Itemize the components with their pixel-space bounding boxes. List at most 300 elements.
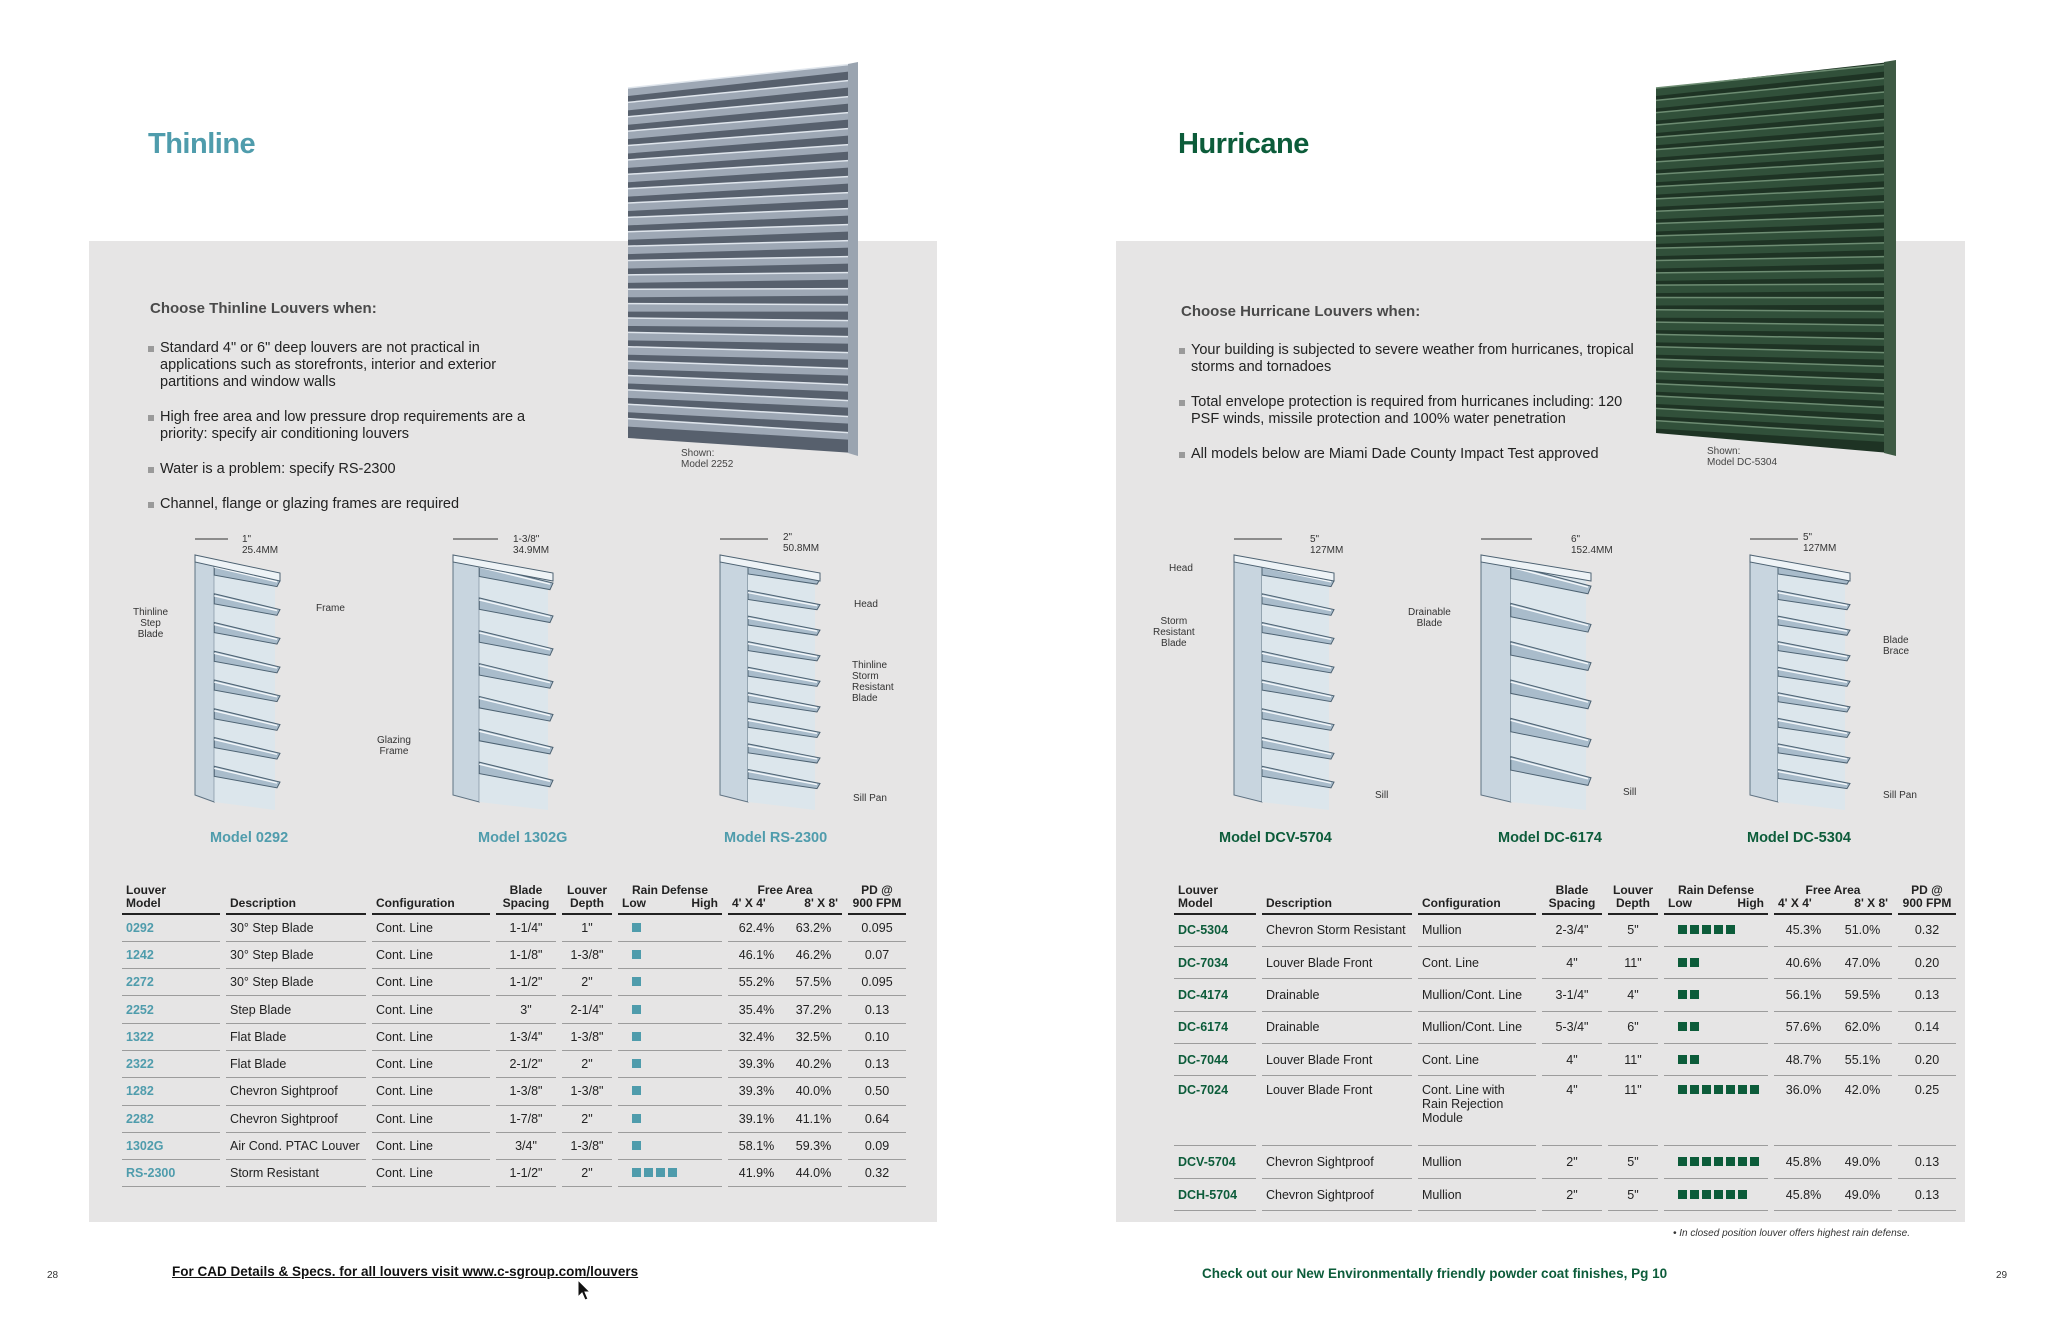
rating-square — [632, 1032, 641, 1041]
description-cell: 30° Step Blade — [226, 914, 366, 941]
powder-coat-note[interactable]: Check out our New Environmentally friendly powder coat finishes, Pg 10 — [1202, 1266, 1668, 1281]
spacing-cell: 1-1/2" — [496, 1160, 556, 1187]
description-cell: Drainable — [1262, 1011, 1412, 1043]
configuration-cell: Cont. Line — [1418, 946, 1536, 978]
fa2-cell: 32.5% — [785, 1023, 842, 1050]
table-row — [1174, 1011, 1956, 1043]
col-pd: PD @ 900 FPM — [848, 884, 906, 914]
page-number: 28 — [47, 1270, 59, 1281]
rain-defense-rating — [618, 996, 722, 1023]
footnote: • In closed position louver offers highest rain defense. — [1673, 1228, 1910, 1239]
depth-cell: 6" — [1608, 1011, 1658, 1043]
description-cell: Chevron Sightproof — [226, 1078, 366, 1105]
fa2-cell: 47.0% — [1833, 946, 1892, 978]
dimension-label: 2" 50.8MM — [783, 532, 820, 554]
depth-cell: 5" — [1608, 914, 1658, 946]
rain-defense-rating — [618, 1023, 722, 1050]
spacing-cell: 2" — [1542, 1178, 1602, 1210]
fa1-cell: 35.4% — [728, 996, 785, 1023]
col-spacing: Blade Spacing — [496, 884, 556, 914]
dimension-label: 1" 25.4MM — [242, 534, 279, 556]
rating-square — [1702, 1085, 1711, 1094]
fa1-cell: 36.0% — [1774, 1076, 1833, 1146]
depth-cell: 11" — [1608, 1076, 1658, 1146]
rating-square — [656, 1168, 665, 1177]
depth-cell: 2" — [562, 969, 612, 996]
col-depth: Louver Depth — [562, 884, 612, 914]
model-label: Model DC-6174 — [1498, 830, 1602, 846]
fa1-cell: 39.1% — [728, 1105, 785, 1132]
fa1-cell: 41.9% — [728, 1160, 785, 1187]
spacing-cell: 5-3/4" — [1542, 1011, 1602, 1043]
fa1-cell: 45.8% — [1774, 1146, 1833, 1178]
shown-caption — [681, 448, 733, 470]
pd-cell: 0.10 — [848, 1023, 906, 1050]
louver-diagram-rs2300 — [710, 535, 835, 810]
spacing-cell: 3" — [496, 996, 556, 1023]
description-cell: Louver Blade Front — [1262, 946, 1412, 978]
rating-square — [1738, 1190, 1747, 1199]
rating-square — [1678, 1190, 1687, 1199]
dimension-label: 5" 127MM — [1310, 534, 1344, 556]
spacing-cell: 2-3/4" — [1542, 914, 1602, 946]
rating-square — [1690, 990, 1699, 999]
depth-cell: 11" — [1608, 1044, 1658, 1076]
configuration-cell: Cont. Line — [372, 941, 490, 968]
depth-cell: 1-3/8" — [562, 1078, 612, 1105]
configuration-cell: Cont. Line with Rain Rejection Module — [1418, 1076, 1536, 1146]
rating-square — [1702, 1157, 1711, 1166]
table-row — [122, 1023, 906, 1050]
rating-square — [1678, 958, 1687, 967]
callout-sill-pan: Sill Pan — [853, 793, 887, 804]
louver-diagram-1302g — [443, 535, 568, 810]
model-number: 1322 — [122, 1023, 220, 1050]
pd-cell: 0.13 — [1898, 1178, 1956, 1210]
callout-glazing-frame: Glazing Frame — [377, 735, 411, 757]
table-row — [1174, 1178, 1956, 1210]
choose-heading: Choose Hurricane Louvers when: — [1181, 303, 1421, 320]
pd-cell: 0.64 — [848, 1105, 906, 1132]
callout-storm-blade: Thinline Storm Resistant Blade — [852, 660, 894, 704]
rain-defense-rating — [1664, 1044, 1768, 1076]
criteria-item: Standard 4" or 6" deep louvers are not practical in applications such as storefronts, interior and exterior partitions and window walls — [148, 340, 548, 391]
configuration-cell: Cont. Line — [372, 1105, 490, 1132]
fa2-cell: 51.0% — [1833, 914, 1892, 946]
col-rain-defense: Rain Defense Low High — [1664, 884, 1768, 914]
spacing-cell: 2-1/2" — [496, 1050, 556, 1077]
model-number: DCV-5704 — [1174, 1146, 1256, 1178]
configuration-cell: Cont. Line — [372, 969, 490, 996]
table-row — [1174, 1146, 1956, 1178]
depth-cell: 2" — [562, 1160, 612, 1187]
rating-square — [632, 1114, 641, 1123]
rain-defense-rating — [618, 1105, 722, 1132]
rating-square — [1714, 1190, 1723, 1199]
fa2-cell: 49.0% — [1833, 1146, 1892, 1178]
table-row — [122, 969, 906, 996]
depth-cell: 2" — [562, 1050, 612, 1077]
pd-cell: 0.13 — [848, 996, 906, 1023]
fa2-cell: 55.1% — [1833, 1044, 1892, 1076]
model-number: RS-2300 — [122, 1160, 220, 1187]
fa1-cell: 39.3% — [728, 1050, 785, 1077]
table-row — [122, 1105, 906, 1132]
description-cell: Flat Blade — [226, 1023, 366, 1050]
depth-cell: 1" — [562, 914, 612, 941]
model-label: Model 0292 — [210, 830, 289, 846]
fa2-cell: 57.5% — [785, 969, 842, 996]
table-row — [122, 1050, 906, 1077]
pd-cell: 0.14 — [1898, 1011, 1956, 1043]
table-row — [122, 941, 906, 968]
callout-step-blade: Thinline Step Blade — [133, 607, 169, 640]
fa2-cell: 62.0% — [1833, 1011, 1892, 1043]
model-number: 2252 — [122, 996, 220, 1023]
fa1-cell: 46.1% — [728, 941, 785, 968]
rating-square — [1714, 1085, 1723, 1094]
spacing-cell: 1-3/4" — [496, 1023, 556, 1050]
fa2-cell: 63.2% — [785, 914, 842, 941]
rating-square — [1678, 1055, 1687, 1064]
rating-square — [1726, 1190, 1735, 1199]
description-cell: 30° Step Blade — [226, 969, 366, 996]
rating-square — [1726, 1157, 1735, 1166]
fa1-cell: 48.7% — [1774, 1044, 1833, 1076]
rating-square — [632, 1168, 641, 1177]
spacing-cell: 3/4" — [496, 1132, 556, 1159]
model-label: Model RS-2300 — [724, 830, 828, 846]
rain-defense-rating — [1664, 1146, 1768, 1178]
model-number: 1242 — [122, 941, 220, 968]
rain-defense-rating — [1664, 1178, 1768, 1210]
rating-square — [1678, 990, 1687, 999]
rating-square — [1702, 925, 1711, 934]
shown-label: Shown: — [1707, 446, 1741, 457]
rain-defense-rating — [618, 1078, 722, 1105]
model-number: 2322 — [122, 1050, 220, 1077]
depth-cell: 1-3/8" — [562, 1132, 612, 1159]
pd-cell: 0.09 — [848, 1132, 906, 1159]
fa1-cell: 39.3% — [728, 1078, 785, 1105]
configuration-cell: Cont. Line — [372, 914, 490, 941]
louver-diagram-dc5304 — [1740, 535, 1865, 810]
fa2-cell: 41.1% — [785, 1105, 842, 1132]
rating-square — [1690, 1157, 1699, 1166]
rain-defense-rating — [618, 1050, 722, 1077]
rating-square — [668, 1168, 677, 1177]
fa1-cell: 45.3% — [1774, 914, 1833, 946]
rating-square — [1690, 1085, 1699, 1094]
fa1-cell: 55.2% — [728, 969, 785, 996]
model-label: Model 1302G — [478, 830, 568, 846]
spec-table-thinline — [122, 884, 906, 1187]
criteria-list — [148, 340, 548, 531]
configuration-cell: Cont. Line — [372, 1023, 490, 1050]
configuration-cell: Cont. Line — [372, 1050, 490, 1077]
rating-square — [632, 1141, 641, 1150]
spacing-cell: 1-1/4" — [496, 914, 556, 941]
rain-defense-rating — [618, 1132, 722, 1159]
pd-cell: 0.20 — [1898, 946, 1956, 978]
model-number: DCH-5704 — [1174, 1178, 1256, 1210]
col-configuration: Configuration — [372, 884, 490, 914]
choose-heading: Choose Thinline Louvers when: — [150, 300, 377, 317]
fa1-cell: 58.1% — [728, 1132, 785, 1159]
rating-square — [632, 1086, 641, 1095]
fa2-cell: 40.0% — [785, 1078, 842, 1105]
callout-sill: Sill — [1375, 790, 1389, 801]
fa1-cell: 57.6% — [1774, 1011, 1833, 1043]
model-number: 2282 — [122, 1105, 220, 1132]
rating-square — [632, 950, 641, 959]
rating-square — [1690, 925, 1699, 934]
configuration-cell: Mullion/Cont. Line — [1418, 979, 1536, 1011]
page-number: 29 — [1996, 1270, 2008, 1281]
section-title: Hurricane — [1178, 128, 1309, 160]
fa2-cell: 46.2% — [785, 941, 842, 968]
criteria-item: Water is a problem: specify RS-2300 — [148, 461, 548, 478]
rating-square — [632, 1005, 641, 1014]
rating-square — [1690, 958, 1699, 967]
fa2-cell: 59.3% — [785, 1132, 842, 1159]
table-row — [122, 1078, 906, 1105]
model-number: 0292 — [122, 914, 220, 941]
fa2-cell: 40.2% — [785, 1050, 842, 1077]
configuration-cell: Mullion — [1418, 1146, 1536, 1178]
rating-square — [1726, 925, 1735, 934]
configuration-cell: Cont. Line — [1418, 1044, 1536, 1076]
model-number: DC-7044 — [1174, 1044, 1256, 1076]
criteria-list — [1179, 342, 1639, 481]
rating-square — [1750, 1085, 1759, 1094]
fa2-cell: 42.0% — [1833, 1076, 1892, 1146]
spacing-cell: 3-1/4" — [1542, 979, 1602, 1011]
rain-defense-rating — [1664, 914, 1768, 946]
rating-square — [1678, 1022, 1687, 1031]
callout-storm-blade: Storm Resistant Blade — [1153, 616, 1195, 649]
rating-square — [1738, 1085, 1747, 1094]
louver-diagram-0292 — [185, 535, 295, 810]
depth-cell: 2" — [562, 1105, 612, 1132]
configuration-cell: Cont. Line — [372, 1132, 490, 1159]
depth-cell: 11" — [1608, 946, 1658, 978]
louver-product-image — [622, 58, 862, 463]
mouse-cursor-icon — [577, 1279, 593, 1303]
description-cell: Louver Blade Front — [1262, 1044, 1412, 1076]
model-number: DC-6174 — [1174, 1011, 1256, 1043]
criteria-item: Total envelope protection is required from hurricanes including: 120 PSF winds, missile protection and 100% water penetration — [1179, 394, 1639, 428]
rating-square — [1690, 1190, 1699, 1199]
spacing-cell: 1-7/8" — [496, 1105, 556, 1132]
shown-label: Shown: — [681, 448, 715, 459]
model-label: Model DCV-5704 — [1219, 830, 1332, 846]
rating-square — [1678, 1157, 1687, 1166]
description-cell: Step Blade — [226, 996, 366, 1023]
model-number: DC-7034 — [1174, 946, 1256, 978]
pd-cell: 0.095 — [848, 914, 906, 941]
rain-defense-rating — [1664, 946, 1768, 978]
rain-defense-rating — [1664, 1076, 1768, 1146]
description-cell: Storm Resistant — [226, 1160, 366, 1187]
callout-head: Head — [854, 599, 878, 610]
section-title: Thinline — [148, 128, 256, 160]
rating-square — [1678, 1085, 1687, 1094]
fa1-cell: 56.1% — [1774, 979, 1833, 1011]
col-pd: PD @ 900 FPM — [1898, 884, 1956, 914]
description-cell: Air Cond. PTAC Louver — [226, 1132, 366, 1159]
table-row — [1174, 979, 1956, 1011]
depth-cell: 1-3/8" — [562, 941, 612, 968]
fa1-cell: 45.8% — [1774, 1178, 1833, 1210]
description-cell: Chevron Sightproof — [226, 1105, 366, 1132]
rating-square — [632, 977, 641, 986]
spacing-cell: 2" — [1542, 1146, 1602, 1178]
pd-cell: 0.095 — [848, 969, 906, 996]
shown-model: Model 2252 — [681, 459, 734, 470]
rain-defense-rating — [1664, 1011, 1768, 1043]
callout-blade-brace: Blade Brace — [1883, 635, 1910, 657]
description-cell: Drainable — [1262, 979, 1412, 1011]
fa2-cell: 59.5% — [1833, 979, 1892, 1011]
model-number: 2272 — [122, 969, 220, 996]
pd-cell: 0.13 — [848, 1050, 906, 1077]
col-model: Louver Model — [1174, 884, 1256, 914]
model-number: DC-7024 — [1174, 1076, 1256, 1146]
rating-square — [1678, 925, 1687, 934]
table-row — [122, 1132, 906, 1159]
pd-cell: 0.13 — [1898, 1146, 1956, 1178]
model-number: 1282 — [122, 1078, 220, 1105]
pd-cell: 0.32 — [1898, 914, 1956, 946]
fa2-cell: 44.0% — [785, 1160, 842, 1187]
criteria-item: Channel, flange or glazing frames are required — [148, 496, 548, 513]
table-row — [1174, 1076, 1956, 1146]
rating-square — [632, 1059, 641, 1068]
table-row — [1174, 914, 1956, 946]
fa1-cell: 40.6% — [1774, 946, 1833, 978]
rating-square — [1690, 1022, 1699, 1031]
description-cell: Louver Blade Front — [1262, 1076, 1412, 1146]
configuration-cell: Cont. Line — [372, 1078, 490, 1105]
configuration-cell: Mullion — [1418, 914, 1536, 946]
pd-cell: 0.50 — [848, 1078, 906, 1105]
spacing-cell: 1-1/8" — [496, 941, 556, 968]
depth-cell: 1-3/8" — [562, 1023, 612, 1050]
rating-square — [644, 1168, 653, 1177]
depth-cell: 5" — [1608, 1146, 1658, 1178]
depth-cell: 2-1/4" — [562, 996, 612, 1023]
col-free-area: Free Area 4' X 4' 8' X 8' — [1774, 884, 1892, 914]
rain-defense-rating — [618, 1160, 722, 1187]
fa1-cell: 62.4% — [728, 914, 785, 941]
rain-defense-rating — [618, 914, 722, 941]
col-model: Louver Model — [122, 884, 220, 914]
depth-cell: 4" — [1608, 979, 1658, 1011]
callout-sill: Sill — [1623, 787, 1637, 798]
col-spacing: Blade Spacing — [1542, 884, 1602, 914]
rating-square — [1738, 1157, 1747, 1166]
louver-diagram-dcv5704 — [1224, 535, 1349, 810]
col-rain-defense: Rain Defense Low High — [618, 884, 722, 914]
table-row — [1174, 946, 1956, 978]
depth-cell: 5" — [1608, 1178, 1658, 1210]
rating-square — [1750, 1157, 1759, 1166]
criteria-item: High free area and low pressure drop requirements are a priority: specify air conditioning louvers — [148, 409, 548, 443]
criteria-item: All models below are Miami Dade County Impact Test approved — [1179, 446, 1639, 463]
rating-square — [1726, 1085, 1735, 1094]
fa2-cell: 37.2% — [785, 996, 842, 1023]
rating-square — [1714, 1157, 1723, 1166]
description-cell: Chevron Storm Resistant — [1262, 914, 1412, 946]
callout-sill-pan: Sill Pan — [1883, 790, 1917, 801]
model-number: DC-4174 — [1174, 979, 1256, 1011]
criteria-item: Your building is subjected to severe weather from hurricanes, tropical storms and tornadoes — [1179, 342, 1639, 376]
configuration-cell: Mullion/Cont. Line — [1418, 1011, 1536, 1043]
configuration-cell: Mullion — [1418, 1178, 1536, 1210]
spacing-cell: 1-3/8" — [496, 1078, 556, 1105]
configuration-cell: Cont. Line — [372, 996, 490, 1023]
pd-cell: 0.20 — [1898, 1044, 1956, 1076]
fa2-cell: 49.0% — [1833, 1178, 1892, 1210]
description-cell: Chevron Sightproof — [1262, 1178, 1412, 1210]
description-cell: Flat Blade — [226, 1050, 366, 1077]
callout-drainable-blade: Drainable Blade — [1408, 607, 1451, 629]
louver-diagram-dc6174 — [1471, 535, 1606, 810]
pd-cell: 0.32 — [848, 1160, 906, 1187]
rain-defense-rating — [1664, 979, 1768, 1011]
model-label: Model DC-5304 — [1747, 830, 1851, 846]
spec-table-hurricane — [1174, 884, 1956, 1211]
description-cell: Chevron Sightproof — [1262, 1146, 1412, 1178]
col-description: Description — [1262, 884, 1412, 914]
louver-product-image — [1650, 58, 1900, 458]
table-row — [1174, 1044, 1956, 1076]
col-depth: Louver Depth — [1608, 884, 1658, 914]
dimension-label: 6" 152.4MM — [1571, 534, 1613, 556]
callout-frame: Frame — [316, 603, 345, 614]
pd-cell: 0.25 — [1898, 1076, 1956, 1146]
spacing-cell: 4" — [1542, 946, 1602, 978]
spacing-cell: 4" — [1542, 1076, 1602, 1146]
rating-square — [1702, 1190, 1711, 1199]
model-number: 1302G — [122, 1132, 220, 1159]
spacing-cell: 4" — [1542, 1044, 1602, 1076]
table-row — [122, 1160, 906, 1187]
rain-defense-rating — [618, 969, 722, 996]
table-row — [122, 914, 906, 941]
col-free-area: Free Area 4' X 4' 8' X 8' — [728, 884, 842, 914]
model-number: DC-5304 — [1174, 914, 1256, 946]
callout-head: Head — [1169, 563, 1193, 574]
dimension-label: 5" 127MM — [1803, 532, 1837, 554]
description-cell: 30° Step Blade — [226, 941, 366, 968]
dimension-label: 1-3/8" 34.9MM — [513, 534, 550, 556]
fa1-cell: 32.4% — [728, 1023, 785, 1050]
pd-cell: 0.13 — [1898, 979, 1956, 1011]
pd-cell: 0.07 — [848, 941, 906, 968]
cad-link[interactable]: For CAD Details & Specs. for all louvers visit www.c-sgroup.com/louvers — [172, 1264, 639, 1279]
spacing-cell: 1-1/2" — [496, 969, 556, 996]
shown-model: Model DC-5304 — [1707, 457, 1778, 468]
col-configuration: Configuration — [1418, 884, 1536, 914]
col-description: Description — [226, 884, 366, 914]
rating-square — [632, 923, 641, 932]
rain-defense-rating — [618, 941, 722, 968]
rating-square — [1690, 1055, 1699, 1064]
rating-square — [1714, 925, 1723, 934]
table-row — [122, 996, 906, 1023]
